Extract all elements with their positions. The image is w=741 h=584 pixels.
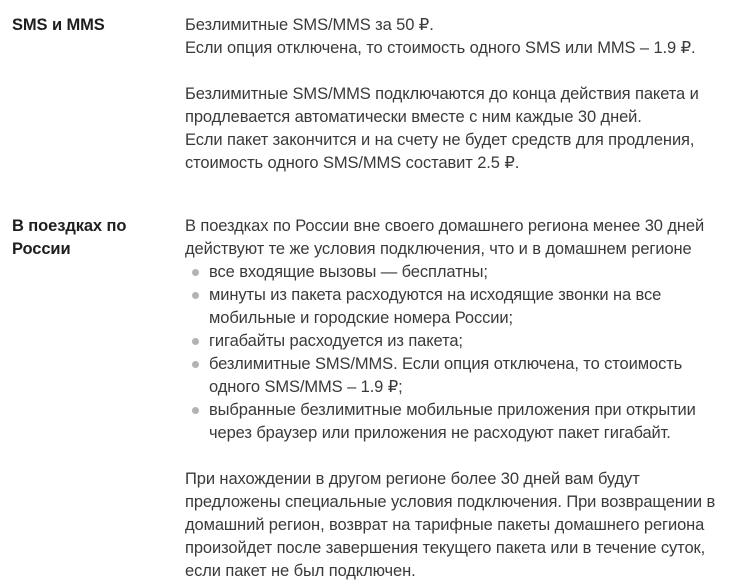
bullet-icon xyxy=(192,269,199,276)
bullet-icon xyxy=(192,292,199,299)
paragraph-travel-outro xyxy=(185,468,735,583)
text-line: Если опция отключена, то стоимость одного SMS или MMS – 1.9 ₽. xyxy=(185,39,696,57)
list-item-text: выбранные безлимитные мобильные приложения при открытии через браузер или приложения не расходуют пакет гигабайт. xyxy=(209,401,696,442)
bullet-icon xyxy=(192,407,199,414)
list-item-text: безлимитные SMS/MMS. Если опция отключена, то стоимость одного SMS/MMS – 1.9 ₽; xyxy=(209,355,683,396)
list-item-text: гигабайты расходуется из пакета; xyxy=(209,332,463,350)
list-item-text: все входящие вызовы — бесплатны; xyxy=(209,263,488,281)
section-content-travel-russia xyxy=(185,215,735,583)
text-line: При нахождении в другом регионе более 30 дней вам будут предложены специальные условия подключения. При возвращении в домашний регион, возврат на тарифные пакеты домашнего региона произойдет после завершения текущего пакета или в течение суток, если пакет не был подключен. xyxy=(185,470,716,580)
list-item xyxy=(185,399,735,445)
section-content-sms-mms xyxy=(185,14,735,175)
text-line: Если пакет закончится и на счету не будет средств для продления, стоимость одного SMS/MMS составит 2.5 ₽. xyxy=(185,131,695,172)
section-label-travel-russia: В поездках по России xyxy=(12,217,127,258)
text-line: Безлимитные SMS/MMS подключаются до конца действия пакета и продлевается автоматически вместе с ним каждые 30 дней. xyxy=(185,85,699,126)
text-line: В поездках по России вне своего домашнего региона менее 30 дней действуют те же условия подключения, что и в домашнем регионе xyxy=(185,217,705,258)
list-item xyxy=(185,284,735,330)
list-item xyxy=(185,353,735,399)
section-travel-russia xyxy=(12,215,735,583)
bullet-icon xyxy=(192,361,199,368)
paragraph-sms-renewal xyxy=(185,83,735,175)
list-item xyxy=(185,330,735,353)
paragraph-sms-price xyxy=(185,14,735,60)
bullet-icon xyxy=(192,338,199,345)
paragraph-travel-intro xyxy=(185,215,735,261)
list-item xyxy=(185,261,735,284)
travel-conditions-list xyxy=(185,261,735,445)
section-sms-mms xyxy=(12,14,735,175)
text-line: Безлимитные SMS/MMS за 50 ₽. xyxy=(185,16,434,34)
section-label-sms-mms: SMS и MMS xyxy=(12,16,105,34)
list-item-text: минуты из пакета расходуются на исходящие звонки на все мобильные и городские номера России; xyxy=(209,286,662,327)
